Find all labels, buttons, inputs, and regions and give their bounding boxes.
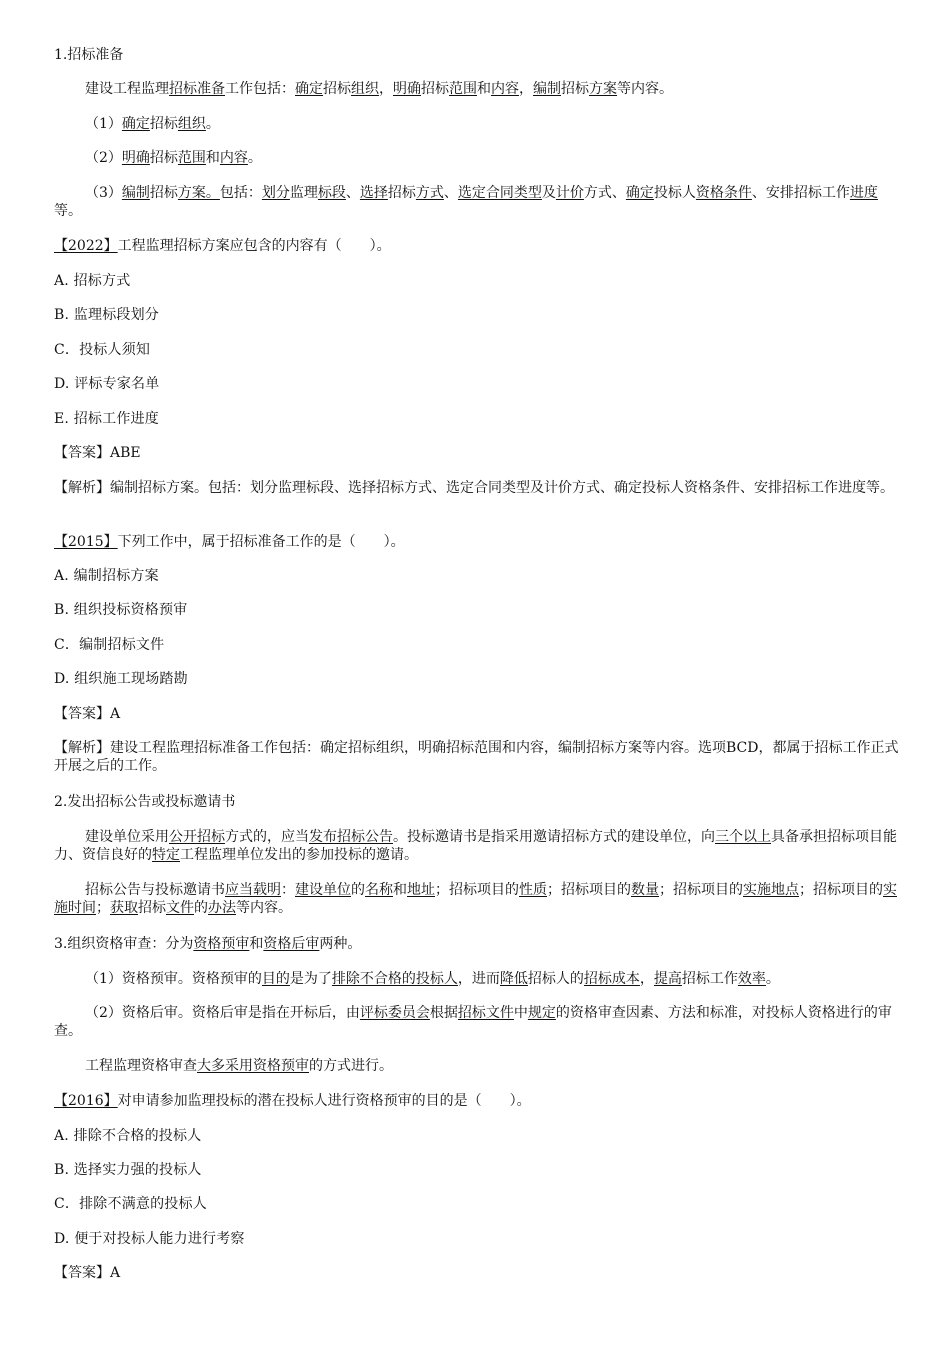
text-run: 和 <box>249 936 264 952</box>
underlined-term: 特定 <box>152 847 180 863</box>
text-run: ；招标项目的 <box>435 882 519 898</box>
underlined-term: 降低 <box>499 971 528 987</box>
text-run: 3.组织资格审查：分为 <box>54 936 194 952</box>
underlined-term: 性质 <box>519 882 547 898</box>
question-year: 【2016】 <box>54 1093 118 1109</box>
underlined-term: 文件 <box>166 900 194 916</box>
underlined-term: 实施地点 <box>743 882 799 898</box>
question-stem: 对申请参加监理投标的潜在投标人进行资格预审的目的是（ ）。 <box>117 1093 531 1109</box>
text-run: ；招标项目的 <box>659 882 743 898</box>
section2-para2 <box>54 881 899 917</box>
text-run: 、 <box>345 185 360 201</box>
text-run: ： <box>281 882 295 898</box>
underlined-term: 目的 <box>261 971 290 987</box>
underlined-term: 内容 <box>491 81 519 97</box>
text-run: ； <box>96 900 110 916</box>
option-a: A. 编制招标方案 <box>54 568 159 584</box>
underlined-term: 办法 <box>208 900 236 916</box>
underlined-term: 方案。 <box>177 185 220 201</box>
underlined-term: 明确 <box>393 81 421 97</box>
option-c: C．投标人须知 <box>54 342 151 358</box>
underlined-term: 三个以上 <box>715 829 771 845</box>
text-run: 招标 <box>138 900 166 916</box>
question-stem: 下列工作中，属于招标准备工作的是（ ）。 <box>117 534 405 550</box>
text-run: 建设单位采用 <box>85 829 169 845</box>
underlined-term: 计价 <box>555 185 584 201</box>
text-run: 。 <box>247 150 262 166</box>
text-run: 招标工作 <box>681 971 738 987</box>
underlined-term: 划分 <box>261 185 290 201</box>
text-run: 投标人 <box>653 185 696 201</box>
text-run: 等。 <box>54 203 82 219</box>
text-run: 招标 <box>561 81 589 97</box>
text-run: 。 <box>765 971 780 987</box>
option-b: B. 选择实力强的投标人 <box>54 1162 202 1178</box>
text-run: ， <box>639 971 654 987</box>
option-d: D. 组织施工现场踏勘 <box>54 671 188 687</box>
text-run: 监理 <box>289 185 318 201</box>
underlined-term: 确定 <box>295 81 323 97</box>
option-c: C．排除不满意的投标人 <box>54 1196 207 1212</box>
section2-para1 <box>54 828 899 864</box>
text-run: 和 <box>393 882 407 898</box>
text-run: 和 <box>205 150 220 166</box>
underlined-term: 标段 <box>317 185 346 201</box>
question-year: 【2015】 <box>54 534 118 550</box>
text-run: 。 <box>205 116 220 132</box>
text-run: 招标 <box>149 150 178 166</box>
text-run: 两种。 <box>319 936 362 952</box>
question-2022 <box>54 237 899 255</box>
underlined-term: 组织 <box>177 116 206 132</box>
option-e: E. 招标工作进度 <box>54 411 159 427</box>
analysis-label: 【解析】 <box>54 480 110 496</box>
text-run: ， <box>379 81 393 97</box>
question-year: 【2022】 <box>54 238 118 254</box>
analysis-text: 建设工程监理招标准备工作包括：确定招标组织，明确招标范围和内容，编制招标方案等内容。选项BCD，都属于招标工作正式开展之后的工作。 <box>54 740 899 774</box>
option-c: C．编制招标文件 <box>54 637 165 653</box>
text-run: 是为了 <box>289 971 332 987</box>
text-run: 招标 <box>323 81 351 97</box>
section2-heading: 2.发出招标公告或投标邀请书 <box>54 794 236 810</box>
underlined-term: 方式 <box>415 185 444 201</box>
option-b: B. 监理标段划分 <box>54 307 159 323</box>
underlined-term: 资格后审 <box>263 936 320 952</box>
text-run: 招标 <box>387 185 416 201</box>
text-run: 、 <box>443 185 458 201</box>
underlined-term: 组织 <box>351 81 379 97</box>
underlined-term: 获取 <box>110 900 138 916</box>
section3-note <box>54 1057 899 1075</box>
underlined-term: 排除不合格的投标人 <box>331 971 458 987</box>
underlined-term: 招标准备 <box>169 81 225 97</box>
underlined-term: 确定 <box>121 116 150 132</box>
underlined-term: 内容 <box>219 150 248 166</box>
underlined-term: 范围 <box>449 81 477 97</box>
section3-item1 <box>54 970 899 988</box>
text-run: ， <box>519 81 533 97</box>
underlined-term: 资格预审 <box>193 936 250 952</box>
text-run: 的资格审查因素、方法和标准，对投标人资格进行的审查。 <box>54 1005 892 1039</box>
text-run: 招标 <box>149 185 178 201</box>
underlined-term: 编制 <box>533 81 561 97</box>
section1-item3 <box>54 184 899 220</box>
text-run: 工程监理单位发出的参加投标的邀请。 <box>180 847 418 863</box>
underlined-term: 进度 <box>849 185 878 201</box>
answer: 【答案】ABE <box>54 445 141 461</box>
text-run: （2） <box>85 150 122 166</box>
underlined-term: 公开招标 <box>169 829 225 845</box>
underlined-term: 大多采用资格预审 <box>197 1058 309 1074</box>
text-run: 招标公告与投标邀请书 <box>85 882 225 898</box>
section3-item2 <box>54 1004 899 1040</box>
option-a: A. 排除不合格的投标人 <box>54 1128 202 1144</box>
section1-item1 <box>54 115 899 133</box>
text-run: 等内容。 <box>236 900 292 916</box>
section1-intro <box>54 80 899 98</box>
underlined-term: 招标成本 <box>583 971 640 987</box>
text-run: 等内容。 <box>617 81 673 97</box>
answer: 【答案】A <box>54 1265 121 1281</box>
underlined-term: 效率 <box>737 971 766 987</box>
text-run: 及 <box>541 185 556 201</box>
underlined-term: 方案 <box>589 81 617 97</box>
section1-heading: 1.招标准备 <box>54 47 124 63</box>
option-a: A. 招标方式 <box>54 273 131 289</box>
underlined-term: 发布招标公告 <box>309 829 393 845</box>
underlined-term: 名称 <box>365 882 393 898</box>
underlined-term: 选择 <box>359 185 388 201</box>
text-run: 的 <box>194 900 208 916</box>
underlined-term: 资格条件 <box>695 185 752 201</box>
underlined-term: 应当载明 <box>225 882 281 898</box>
underlined-term: 地址 <box>407 882 435 898</box>
analysis <box>54 479 899 497</box>
text-run: 工程监理资格审查 <box>85 1058 197 1074</box>
option-d: D. 评标专家名单 <box>54 376 160 392</box>
text-run: 包括： <box>219 185 262 201</box>
answer: 【答案】A <box>54 706 121 722</box>
underlined-term: 编制 <box>121 185 150 201</box>
text-run: 根据 <box>429 1005 458 1021</box>
question-stem: 工程监理招标方案应包含的内容有（ ）。 <box>117 238 391 254</box>
text-run: 方式、 <box>583 185 626 201</box>
text-run: 具备承担招标项目能力、资信良好的 <box>54 829 897 863</box>
analysis-text: 编制招标方案。包括：划分监理标段、选择招标方式、选定合同类型及计价方式、确定投标人资格条件、安排招标工作进度等。 <box>110 480 894 496</box>
text-run: （1） <box>85 116 122 132</box>
analysis <box>54 739 899 775</box>
question-2015 <box>54 533 899 551</box>
underlined-term: 实施时间 <box>54 882 897 916</box>
text-run: ；招标项目的 <box>799 882 883 898</box>
section3-heading <box>54 935 899 953</box>
text-run: 中 <box>513 1005 528 1021</box>
text-run: 的 <box>351 882 365 898</box>
text-run: 招标 <box>149 116 178 132</box>
text-run: 方式的，应当 <box>225 829 309 845</box>
underlined-term: 规定 <box>527 1005 556 1021</box>
underlined-term: 范围 <box>177 150 206 166</box>
text-run: （3） <box>85 185 122 201</box>
underlined-term: 提高 <box>653 971 682 987</box>
text-run: 和 <box>477 81 491 97</box>
underlined-term: 选定合同类型 <box>457 185 542 201</box>
underlined-term: 招标文件 <box>457 1005 514 1021</box>
analysis-label: 【解析】 <box>54 740 110 756</box>
text-run: 招标 <box>421 81 449 97</box>
text-run: （2）资格后审。资格后审是指在开标后，由 <box>85 1005 360 1021</box>
text-run: ，进而 <box>457 971 500 987</box>
text-run: 的方式进行。 <box>309 1058 393 1074</box>
underlined-term: 建设单位 <box>295 882 351 898</box>
text-run: ；招标项目的 <box>547 882 631 898</box>
underlined-term: 评标委员会 <box>359 1005 430 1021</box>
underlined-term: 明确 <box>121 150 150 166</box>
text-run: 招标人的 <box>527 971 584 987</box>
text-run: 、安排招标工作 <box>751 185 850 201</box>
text-run: 。投标邀请书是指采用邀请招标方式的建设单位，向 <box>393 829 715 845</box>
underlined-term: 确定 <box>625 185 654 201</box>
text-run: 工作包括： <box>225 81 295 97</box>
question-2016 <box>54 1092 899 1110</box>
option-d: D. 便于对投标人能力进行考察 <box>54 1231 245 1247</box>
text-run: （1）资格预审。资格预审的 <box>85 971 262 987</box>
section1-item2 <box>54 149 899 167</box>
option-b: B. 组织投标资格预审 <box>54 602 188 618</box>
text-run: 建设工程监理 <box>85 81 169 97</box>
underlined-term: 数量 <box>631 882 659 898</box>
